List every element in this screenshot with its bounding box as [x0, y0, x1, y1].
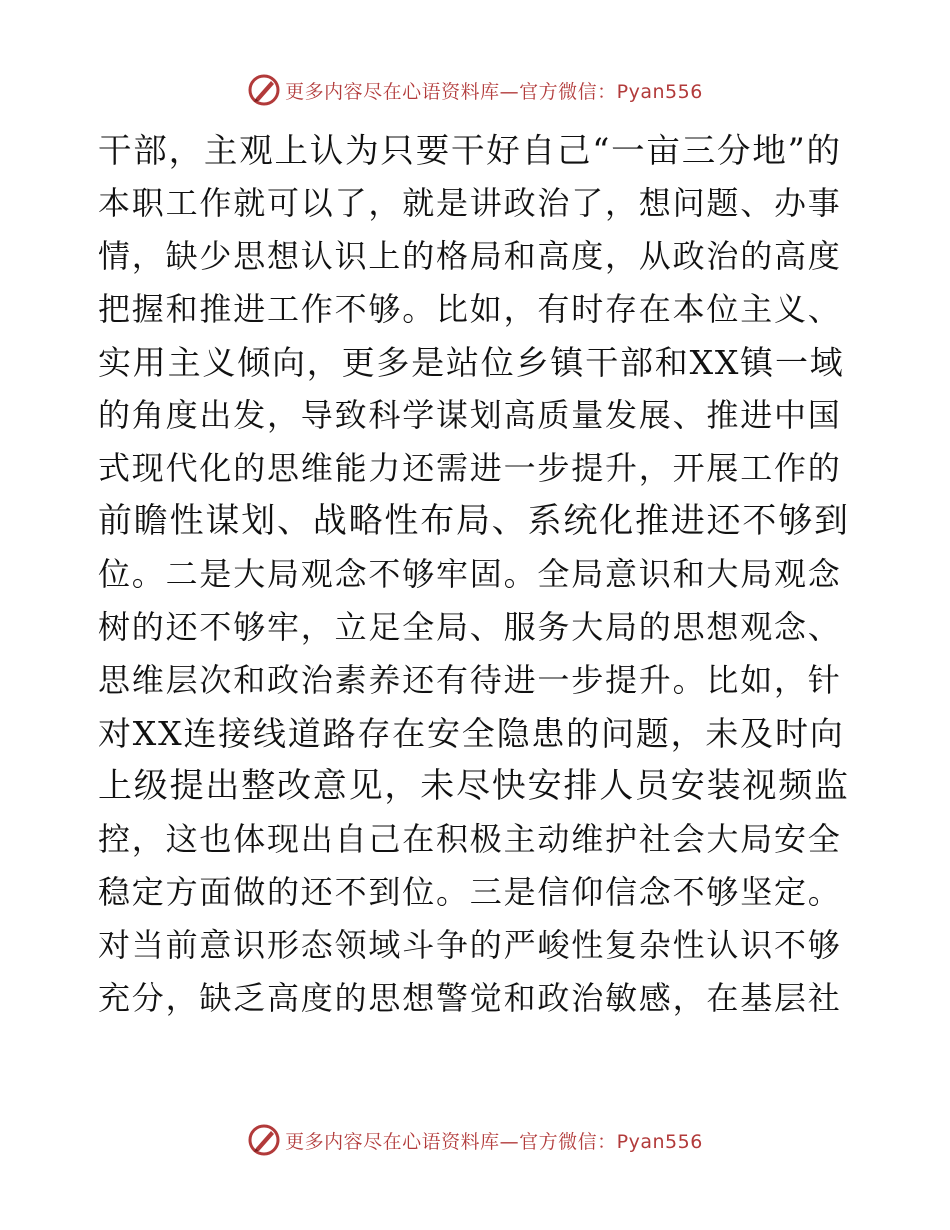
text-line: 前瞻性谋划、战略性布局、系统化推进还不够到 [98, 501, 850, 541]
text-line: 上级提出整改意见，未尽快安排人员安装视频监 [98, 766, 850, 806]
text-line: 对XX连接线道路存在安全隐患的问题，未及时向 [98, 714, 845, 753]
text-line: 树的还不够牢，立足全局、服务大局的思想观念、 [98, 608, 842, 646]
text-line: 充分，缺乏高度的思想警觉和政治敏感，在基层社 [98, 979, 842, 1017]
text-line: 对当前意识形态领域斗争的严峻性复杂性认识不够 [98, 926, 842, 964]
text-line: 式现代化的思维能力还需进一步提升，开展工作的 [98, 449, 842, 487]
text-line: 实用主义倾向，更多是站位乡镇干部和XX镇一域 [98, 343, 845, 382]
text-line: 思维层次和政治素养还有待进一步提升。比如，针 [98, 661, 842, 699]
text-line: 稳定方面做的还不到位。三是信仰信念不够坚定。 [98, 873, 842, 911]
pen-logo-icon [247, 73, 281, 107]
text-line: 干部，主观上认为只要干好自己“一亩三分地”的 [98, 131, 842, 170]
text-line: 情，缺少思想认识上的格局和高度，从政治的高度 [98, 237, 842, 275]
footer-banner [0, 1120, 950, 1160]
header-banner [0, 70, 950, 110]
text-line: 位。二是大局观念不够牢固。全局意识和大局观念 [98, 555, 842, 593]
pen-logo-icon [247, 1123, 281, 1157]
header-banner-text: 更多内容尽在心语资料库—官方微信：Pyan556 [285, 80, 703, 103]
text-line: 控，这也体现出自己在积极主动维护社会大局安全 [98, 820, 842, 858]
text-line: 的角度出发，导致科学谋划高质量发展、推进中国 [98, 396, 842, 434]
text-line: 本职工作就可以了，就是讲政治了，想问题、办事 [98, 184, 842, 222]
footer-banner-text: 更多内容尽在心语资料库—官方微信：Pyan556 [285, 1130, 703, 1153]
text-line: 把握和推进工作不够。比如，有时存在本位主义、 [98, 290, 842, 328]
document-body [98, 124, 850, 1025]
